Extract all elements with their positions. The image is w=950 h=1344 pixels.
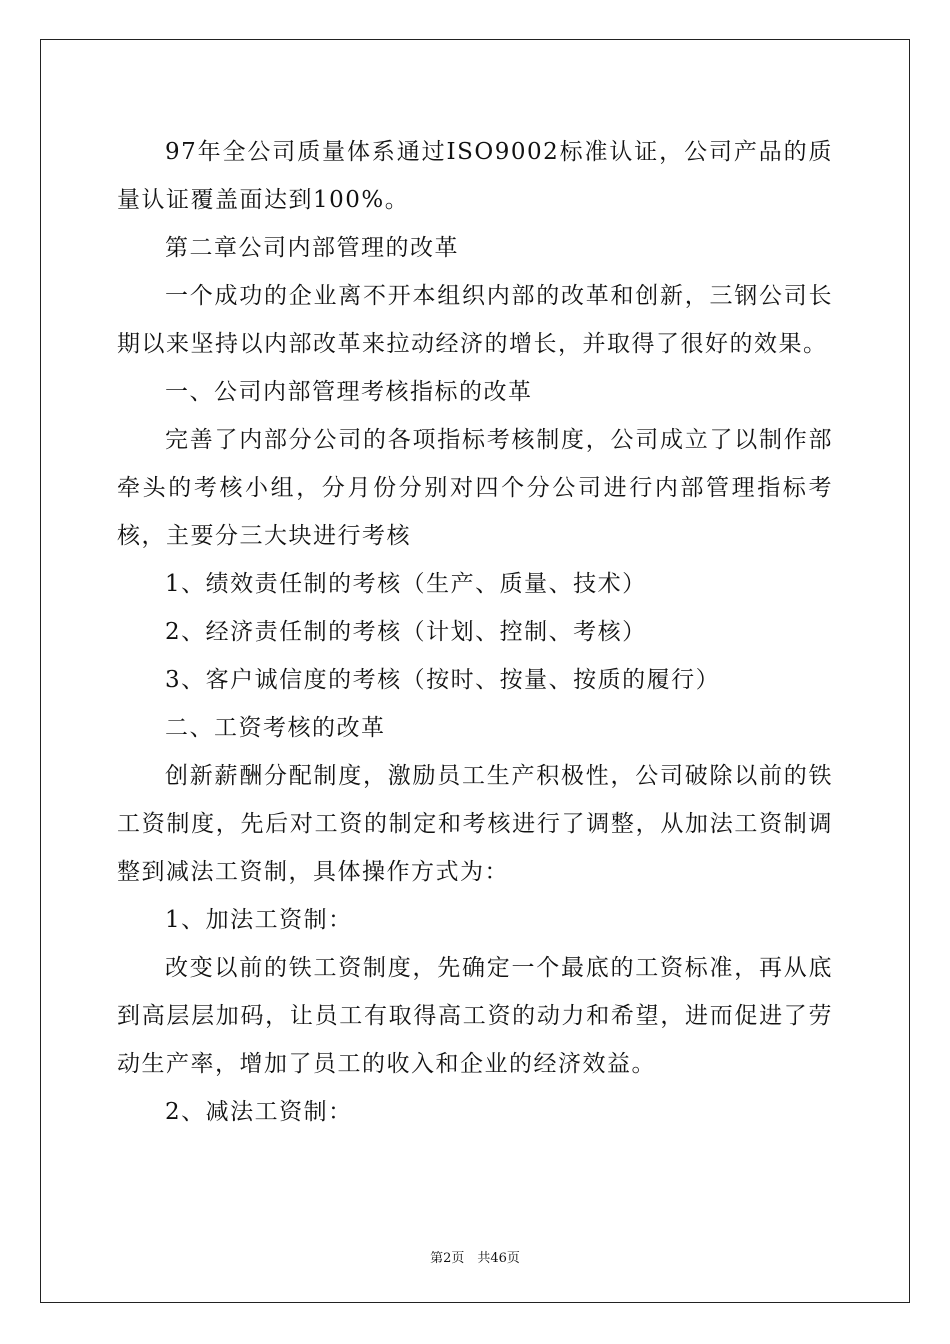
section-heading: 二、工资考核的改革	[165, 715, 386, 741]
paragraph: 完善了内部分公司的各项指标考核制度，公司成立了以制作部牵头的考核小组，分月份分别对四个分公司进行内部管理指标考核，主要分三大块进行考核	[117, 427, 833, 549]
paragraph: 改变以前的铁工资制度，先确定一个最底的工资标准，再从底到高层层加码，让员工有取得高工资的动力和希望，进而促进了劳动生产率，增加了员工的收入和企业的经济效益。	[117, 955, 833, 1077]
list-item: 1、加法工资制：	[165, 907, 353, 933]
page-number-footer: 第2页 共46页	[430, 1251, 520, 1266]
document-body	[117, 128, 833, 1136]
paragraph: 一个成功的企业离不开本组织内部的改革和创新，三钢公司长期以来坚持以内部改革来拉动经济的增长，并取得了很好的效果。	[117, 283, 833, 357]
list-item: 1、绩效责任制的考核（生产、质量、技术）	[165, 571, 647, 597]
list-item: 2、减法工资制：	[165, 1099, 353, 1125]
section-heading: 一、公司内部管理考核指标的改革	[165, 379, 533, 405]
list-item: 3、客户诚信度的考核（按时、按量、按质的履行）	[165, 667, 721, 693]
paragraph: 创新薪酬分配制度，激励员工生产积极性，公司破除以前的铁工资制度，先后对工资的制定和考核进行了调整，从加法工资制调整到减法工资制，具体操作方式为：	[117, 763, 833, 885]
list-item: 2、经济责任制的考核（计划、控制、考核）	[165, 619, 647, 645]
paragraph: 97年全公司质量体系通过ISO9002标准认证，公司产品的质量认证覆盖面达到100%。	[117, 139, 833, 213]
chapter-heading: 第二章公司内部管理的改革	[165, 235, 459, 261]
